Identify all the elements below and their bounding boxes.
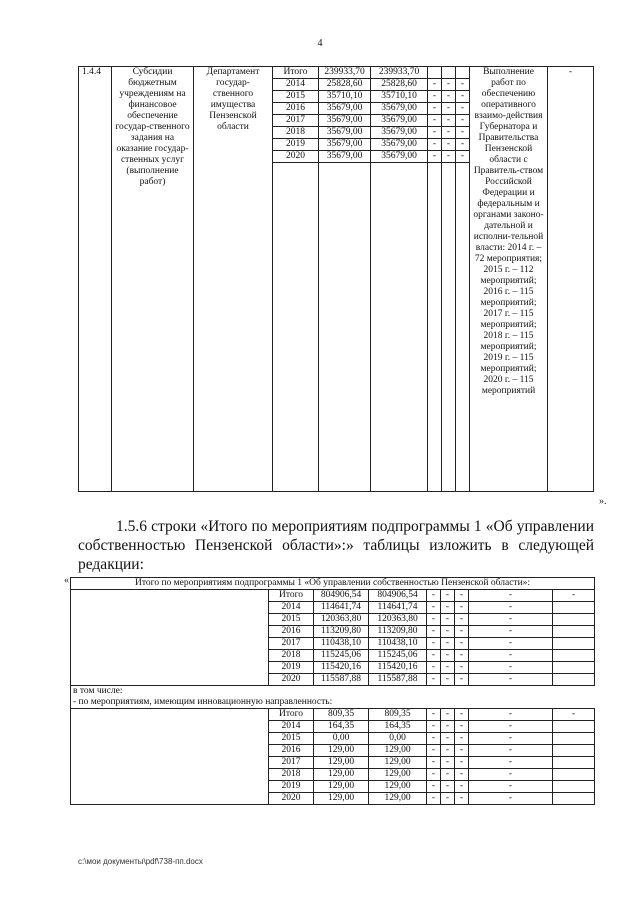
outcome-cell: - [469,614,553,626]
total-cell: 35710,10 [319,91,371,103]
budget-cell: 35679,00 [371,151,428,163]
dash-cell: - [427,638,441,650]
executor-cell: Департамент государ-ственного имущества Пензенской области [194,67,273,492]
outcome-cell: - [469,602,553,614]
dash-cell: - [442,127,456,139]
dash-cell: - [455,709,469,721]
dash-cell: - [441,709,455,721]
dash-cell: - [456,139,470,151]
budget-cell: 35710,10 [371,91,428,103]
year-cell: 2018 [273,127,319,139]
year-cell: 2017 [269,638,314,650]
year-cell: 2015 [273,91,319,103]
total-cell: 129,00 [314,781,369,793]
empty-cell [273,163,319,492]
total-cell: 809,35 [314,709,369,721]
subprogram-totals-table [70,577,595,805]
year-cell: 2020 [273,151,319,163]
budget-cell: 129,00 [369,745,427,757]
dash-cell: - [455,662,469,674]
dash-cell: - [455,793,469,805]
table-row [71,709,595,721]
total-cell: 35679,00 [319,139,371,151]
year-cell: 2014 [269,602,314,614]
dash-cell [428,67,442,79]
total-cell: 120363,80 [314,614,369,626]
budget-cell: 114641,74 [369,602,427,614]
dash-cell: - [441,614,455,626]
budget-cell: 0,00 [369,733,427,745]
dash-cell: - [455,745,469,757]
dash-cell: - [427,709,441,721]
totals-header-cell: Итого по мероприятиям подпрограммы 1 «Об управлении собственностью Пензенской области»: [71,578,595,590]
total-cell: 114641,74 [314,602,369,614]
year-cell: 2016 [273,103,319,115]
total-cell: 110438,10 [314,638,369,650]
dash-cell: - [455,674,469,686]
year-cell: 2019 [269,781,314,793]
year-cell: 2015 [269,614,314,626]
empty-cell [428,163,442,492]
empty-cell [442,163,456,492]
last-column-cell [553,602,595,614]
opening-quote: « [64,575,69,586]
total-cell: 115587,88 [314,674,369,686]
budget-cell: 115245,06 [369,650,427,662]
dash-cell: - [455,781,469,793]
total-cell: 35679,00 [319,151,371,163]
page-number: 4 [317,38,323,49]
budget-cell: 25828,60 [371,79,428,91]
dash-cell: - [427,626,441,638]
last-column-cell [553,745,595,757]
dash-cell: - [455,721,469,733]
dash-cell: - [442,151,456,163]
dash-cell: - [456,115,470,127]
dash-cell: - [442,79,456,91]
total-cell: 113209,80 [314,626,369,638]
last-column-cell: - [553,590,595,602]
text-row [71,686,595,698]
outcome-cell: - [469,745,553,757]
dash-cell: - [427,674,441,686]
dash-cell: - [442,115,456,127]
year-cell: 2018 [269,769,314,781]
total-cell: 239933,70 [319,67,371,79]
dash-cell: - [427,733,441,745]
last-column-cell: - [553,709,595,721]
dash-cell: - [428,139,442,151]
dash-cell: - [427,650,441,662]
budget-cell: 35679,00 [371,127,428,139]
amendment-paragraph [78,517,594,574]
program-activity-table [78,66,594,492]
year-cell: 2014 [269,721,314,733]
budget-cell: 129,00 [369,781,427,793]
year-cell: 2020 [269,674,314,686]
dash-cell: - [455,638,469,650]
last-column-cell [553,757,595,769]
dash-cell: - [428,151,442,163]
dash-cell: - [441,602,455,614]
including-label: в том числе: [71,686,595,698]
total-cell: 35679,00 [319,127,371,139]
empty-cell [319,163,371,492]
blank-label-cell [71,590,269,686]
amendment-text: 1.5.6 строки «Итого по мероприятиям подпрограммы 1 «Об управлении собственностью Пензенской области»:» таблицы изложить в следующей редакции: [78,518,594,573]
dash-cell: - [427,721,441,733]
dash-cell [442,67,456,79]
dash-cell: - [441,638,455,650]
dash-cell: - [456,151,470,163]
dash-cell: - [455,733,469,745]
last-column-cell [553,674,595,686]
budget-cell: 115420,16 [369,662,427,674]
budget-cell: 164,35 [369,721,427,733]
outcome-cell: - [469,650,553,662]
dash-cell: - [455,590,469,602]
dash-cell: - [456,79,470,91]
budget-cell: 129,00 [369,757,427,769]
outcome-cell: - [469,590,553,602]
dash-cell: - [441,590,455,602]
year-cell: 2020 [269,793,314,805]
budget-cell: 120363,80 [369,614,427,626]
dash-cell: - [427,793,441,805]
year-cell: 2019 [273,139,319,151]
budget-cell: 115587,88 [369,674,427,686]
dash-cell [456,67,470,79]
expected-outcome-cell: Выполнение работ по обеспечению оперативного взаимо-действия Губернатора и Правительства Пензенской области с Правитель-ством Российской Федерации и федеральным и органами законо-дательной и исполни-тельной власти: 2014 г. – 72 мероприятия; 2015 г. – 112 мероприятий; 2016 г. – 115 мероприятий; 2017 г. – 115 мероприятий; 2018 г. – 115 мероприятий; 2019 г. – 115 мероприятий; 2020 г. – 115 мероприятий [470,67,548,492]
dash-cell: - [427,757,441,769]
outcome-cell: - [469,674,553,686]
total-cell: 164,35 [314,721,369,733]
dash-cell: - [441,662,455,674]
dash-cell: - [427,662,441,674]
last-column-cell [553,662,595,674]
dash-cell: - [455,626,469,638]
year-cell: 2015 [269,733,314,745]
dash-cell: - [456,103,470,115]
blank-label-cell [71,709,269,805]
budget-cell: 110438,10 [369,638,427,650]
total-cell: 115245,06 [314,650,369,662]
budget-cell: 129,00 [369,793,427,805]
dash-cell: - [456,91,470,103]
total-cell: 129,00 [314,757,369,769]
outcome-cell: - [469,769,553,781]
year-cell: 2016 [269,626,314,638]
budget-cell: 239933,70 [371,67,428,79]
last-column-cell: - [548,67,594,492]
empty-cell [371,163,428,492]
last-column-cell [553,793,595,805]
dash-cell: - [442,103,456,115]
dash-cell: - [442,91,456,103]
outcome-cell: - [469,733,553,745]
year-cell: 2016 [269,745,314,757]
year-cell: Итого [269,709,314,721]
total-cell: 129,00 [314,793,369,805]
year-cell: Итого [273,67,319,79]
dash-cell: - [441,781,455,793]
dash-cell: - [441,745,455,757]
year-cell: 2017 [273,115,319,127]
dash-cell: - [428,103,442,115]
budget-cell: 809,35 [369,709,427,721]
year-cell: Итого [269,590,314,602]
dash-cell: - [441,674,455,686]
innovation-label: - по мероприятиям, имеющим инновационную направленность: [71,697,595,709]
dash-cell: - [441,769,455,781]
budget-cell: 35679,00 [371,139,428,151]
outcome-cell: - [469,793,553,805]
activity-name-cell: Субсидии бюджетным учреждениям на финансовое обеспечение государ-ственного задания на оказание государ-ственных услуг (выполнение работ) [112,67,194,492]
outcome-cell: - [469,662,553,674]
table-row [71,590,595,602]
budget-cell: 804906,54 [369,590,427,602]
dash-cell: - [428,91,442,103]
outcome-cell: - [469,757,553,769]
dash-cell: - [427,745,441,757]
total-cell: 25828,60 [319,79,371,91]
budget-cell: 113209,80 [369,626,427,638]
dash-cell: - [427,590,441,602]
budget-cell: 35679,00 [371,115,428,127]
outcome-cell: - [469,638,553,650]
total-cell: 129,00 [314,745,369,757]
dash-cell: - [441,721,455,733]
dash-cell: - [428,79,442,91]
last-column-cell [553,721,595,733]
text-row [71,697,595,709]
dash-cell: - [441,650,455,662]
file-path-footer: c:\мои документы\pdf\738-пп.docx [78,857,203,866]
last-column-cell [553,769,595,781]
total-cell: 35679,00 [319,103,371,115]
dash-cell: - [455,602,469,614]
dash-cell: - [441,733,455,745]
last-column-cell [553,626,595,638]
year-cell: 2017 [269,757,314,769]
activity-number-cell: 1.4.4 [79,67,112,492]
closing-quote: ». [599,496,607,507]
last-column-cell [553,650,595,662]
dash-cell: - [427,602,441,614]
budget-cell: 129,00 [369,769,427,781]
dash-cell: - [428,127,442,139]
dash-cell: - [456,127,470,139]
year-cell: 2019 [269,662,314,674]
last-column-cell [553,781,595,793]
dash-cell: - [455,614,469,626]
outcome-cell: - [469,626,553,638]
total-cell: 115420,16 [314,662,369,674]
dash-cell: - [427,781,441,793]
dash-cell: - [455,650,469,662]
dash-cell: - [441,626,455,638]
dash-cell: - [427,769,441,781]
table-header-row [71,578,595,590]
dash-cell: - [455,769,469,781]
table-row [79,67,594,79]
last-column-cell [553,733,595,745]
total-cell: 804906,54 [314,590,369,602]
dash-cell: - [455,757,469,769]
last-column-cell [553,638,595,650]
total-cell: 129,00 [314,769,369,781]
total-cell: 35679,00 [319,115,371,127]
year-cell: 2018 [269,650,314,662]
dash-cell: - [428,115,442,127]
empty-cell [456,163,470,492]
budget-cell: 35679,00 [371,103,428,115]
outcome-cell: - [469,721,553,733]
dash-cell: - [441,793,455,805]
dash-cell: - [427,614,441,626]
total-cell: 0,00 [314,733,369,745]
outcome-cell: - [469,781,553,793]
year-cell: 2014 [273,79,319,91]
dash-cell: - [441,757,455,769]
last-column-cell [553,614,595,626]
dash-cell: - [442,139,456,151]
outcome-cell: - [469,709,553,721]
